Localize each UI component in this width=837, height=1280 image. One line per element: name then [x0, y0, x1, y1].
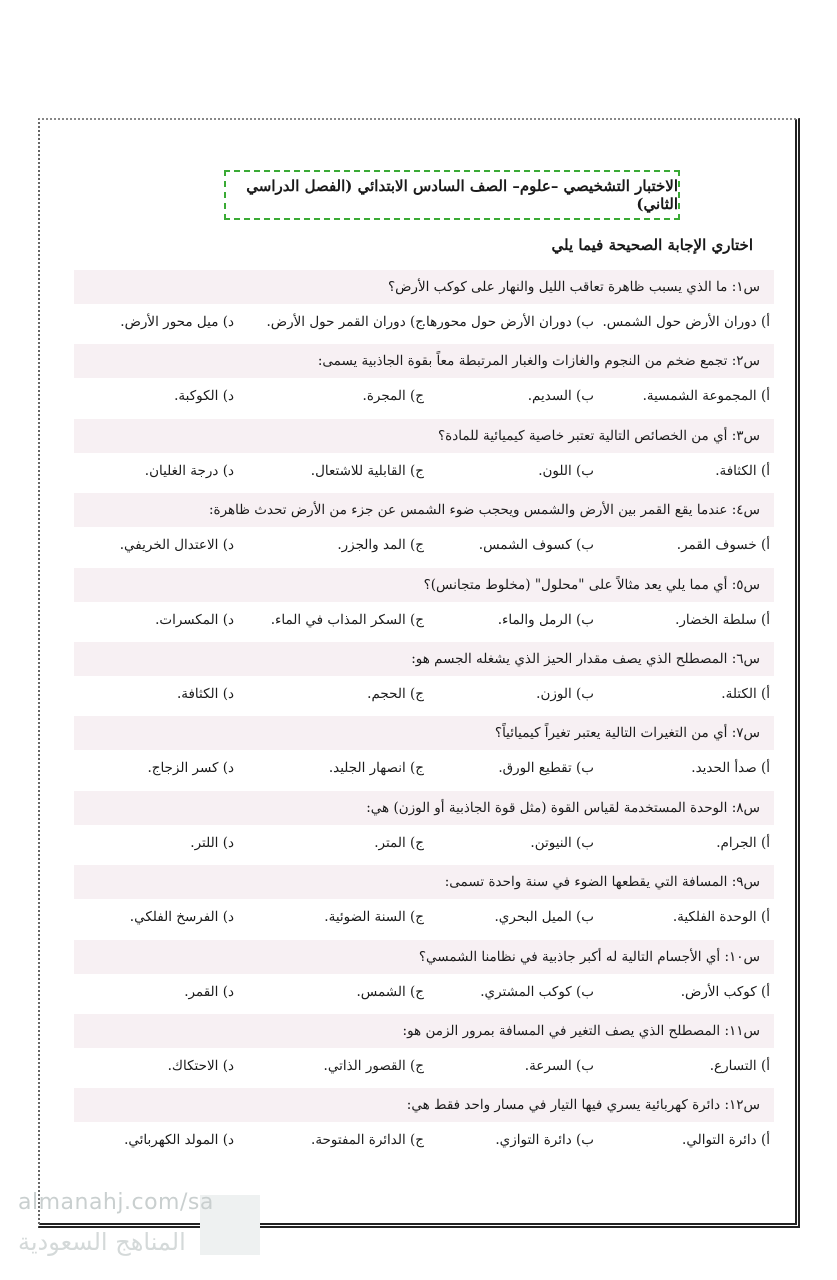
option-c[interactable]: ج) انصهار الجليد.	[328, 760, 424, 777]
option-a[interactable]: أ) الجرام.	[716, 834, 770, 851]
option-d[interactable]: د) ميل محور الأرض.	[120, 314, 234, 330]
option-d[interactable]: د) اللتر.	[190, 834, 234, 851]
answer-options-row	[74, 979, 774, 1009]
option-c[interactable]: ج) الدائرة المفتوحة.	[311, 1132, 424, 1149]
option-b[interactable]: ب) السرعة.	[524, 1058, 594, 1074]
option-c[interactable]: ج) الشمس.	[356, 983, 424, 1000]
answer-options-row	[74, 532, 774, 562]
option-d[interactable]: د) كسر الزجاج.	[147, 760, 234, 777]
option-c[interactable]: ج) السكر المذاب في الماء.	[270, 611, 424, 628]
option-a[interactable]: أ) دائرة التوالي.	[682, 1132, 770, 1149]
option-c[interactable]: ج) القصور الذاتي.	[323, 1058, 424, 1074]
option-a[interactable]: أ) خسوف القمر.	[676, 537, 770, 554]
question-text: س١٢: دائرة كهربائية يسري فيها التيار في مسار واحد فقط هي:	[74, 1088, 774, 1122]
question-text: س٧: أي من التغيرات التالية يعتبر تغيراً كيميائياً؟	[74, 716, 774, 750]
option-a[interactable]: أ) المجموعة الشمسية.	[642, 388, 770, 405]
answer-options-row	[74, 309, 774, 339]
option-b[interactable]: ب) الميل البحري.	[494, 909, 594, 926]
option-a[interactable]: أ) صدأ الحديد.	[691, 760, 770, 777]
option-b[interactable]: ب) دائرة التوازي.	[495, 1132, 594, 1149]
watermark-arabic: المناهج السعودية	[18, 1228, 186, 1256]
question-text: س١٠: أي الأجسام التالية له أكبر جاذبية في نظامنا الشمسي؟	[74, 940, 774, 974]
option-b[interactable]: ب) النيوتن.	[530, 834, 594, 851]
option-c[interactable]: ج) دوران القمر حول الأرض.	[266, 314, 424, 330]
option-d[interactable]: د) القمر.	[184, 983, 234, 1000]
option-a[interactable]: أ) سلطة الخضار.	[675, 611, 770, 628]
option-d[interactable]: د) المكسرات.	[155, 611, 234, 628]
option-b[interactable]: ب) تقطيع الورق.	[498, 760, 594, 777]
option-d[interactable]: د) درجة الغليان.	[144, 462, 234, 479]
question-text: س١١: المصطلح الذي يصف التغير في المسافة بمرور الزمن هو:	[74, 1014, 774, 1048]
question-text: س٢: تجمع ضخم من النجوم والغازات والغبار المرتبطة معاً بقوة الجاذبية يسمى:	[74, 344, 774, 378]
option-c[interactable]: ج) السنة الضوئية.	[324, 909, 424, 926]
question-text: س٤: عندما يقع القمر بين الأرض والشمس ويحجب ضوء الشمس عن جزء من الأرض تحدث ظاهرة:	[74, 493, 774, 527]
option-a[interactable]: أ) التسارع.	[709, 1058, 770, 1074]
option-b[interactable]: ب) اللون.	[538, 462, 594, 479]
option-d[interactable]: د) الكوكبة.	[174, 388, 234, 405]
option-d[interactable]: د) المولد الكهربائي.	[124, 1132, 234, 1149]
option-a[interactable]: أ) دوران الأرض حول الشمس.	[602, 314, 770, 330]
option-b[interactable]: ب) الوزن.	[536, 686, 594, 702]
option-b[interactable]: ب) السديم.	[527, 388, 594, 405]
question-text: س٩: المسافة التي يقطعها الضوء في سنة واحدة تسمى:	[74, 865, 774, 899]
option-c[interactable]: ج) المد والجزر.	[337, 537, 424, 554]
answer-options-row	[74, 681, 774, 711]
question-text: س١: ما الذي يسبب ظاهرة تعاقب الليل والنهار على كوكب الأرض؟	[74, 270, 774, 304]
option-d[interactable]: د) الفرسخ الفلكي.	[129, 909, 234, 926]
exam-title: الاختبار التشخيصي –علوم– الصف السادس الابتدائي (الفصل الدراسي الثاني)	[246, 177, 678, 213]
answer-options-row	[74, 830, 774, 860]
answer-options-row	[74, 383, 774, 413]
question-text: س٨: الوحدة المستخدمة لقياس القوة (مثل قوة الجاذبية أو الوزن) هي:	[74, 791, 774, 825]
answer-options-row	[74, 607, 774, 637]
option-a[interactable]: أ) كوكب الأرض.	[680, 983, 770, 1000]
option-b[interactable]: ب) الرمل والماء.	[497, 611, 594, 628]
option-c[interactable]: ج) الحجم.	[367, 686, 424, 702]
answer-options-row	[74, 1053, 774, 1083]
option-d[interactable]: د) الاعتدال الخريفي.	[119, 537, 234, 554]
answer-options-row	[74, 1127, 774, 1157]
option-c[interactable]: ج) المتر.	[374, 834, 424, 851]
option-d[interactable]: د) الاحتكاك.	[167, 1058, 234, 1074]
option-a[interactable]: أ) الكثافة.	[715, 462, 770, 479]
option-a[interactable]: أ) الوحدة الفلكية.	[672, 909, 770, 926]
option-c[interactable]: ج) القابلية للاشتعال.	[310, 462, 424, 479]
exam-title-box	[224, 170, 680, 220]
answer-options-row	[74, 904, 774, 934]
option-a[interactable]: أ) الكتلة.	[721, 686, 770, 702]
question-text: س٥: أي مما يلي يعد مثالاً على "محلول" (مخلوط متجانس)؟	[74, 568, 774, 602]
option-d[interactable]: د) الكثافة.	[176, 686, 234, 702]
instruction-text: اختاري الإجابة الصحيحة فيما يلي	[551, 236, 753, 254]
option-c[interactable]: ج) المجرة.	[362, 388, 424, 405]
answer-options-row	[74, 458, 774, 488]
option-b[interactable]: ب) كوكب المشتري.	[480, 983, 594, 1000]
question-text: س٣: أي من الخصائص التالية تعتبر خاصية كيميائية للمادة؟	[74, 419, 774, 453]
answer-options-row	[74, 755, 774, 785]
option-b[interactable]: ب) كسوف الشمس.	[478, 537, 594, 554]
option-b[interactable]: ب) دوران الأرض حول محورها.	[421, 314, 594, 330]
question-text: س٦: المصطلح الذي يصف مقدار الحيز الذي يشغله الجسم هو:	[74, 642, 774, 676]
watermark-url: almanahj.com/sa	[18, 1190, 214, 1215]
